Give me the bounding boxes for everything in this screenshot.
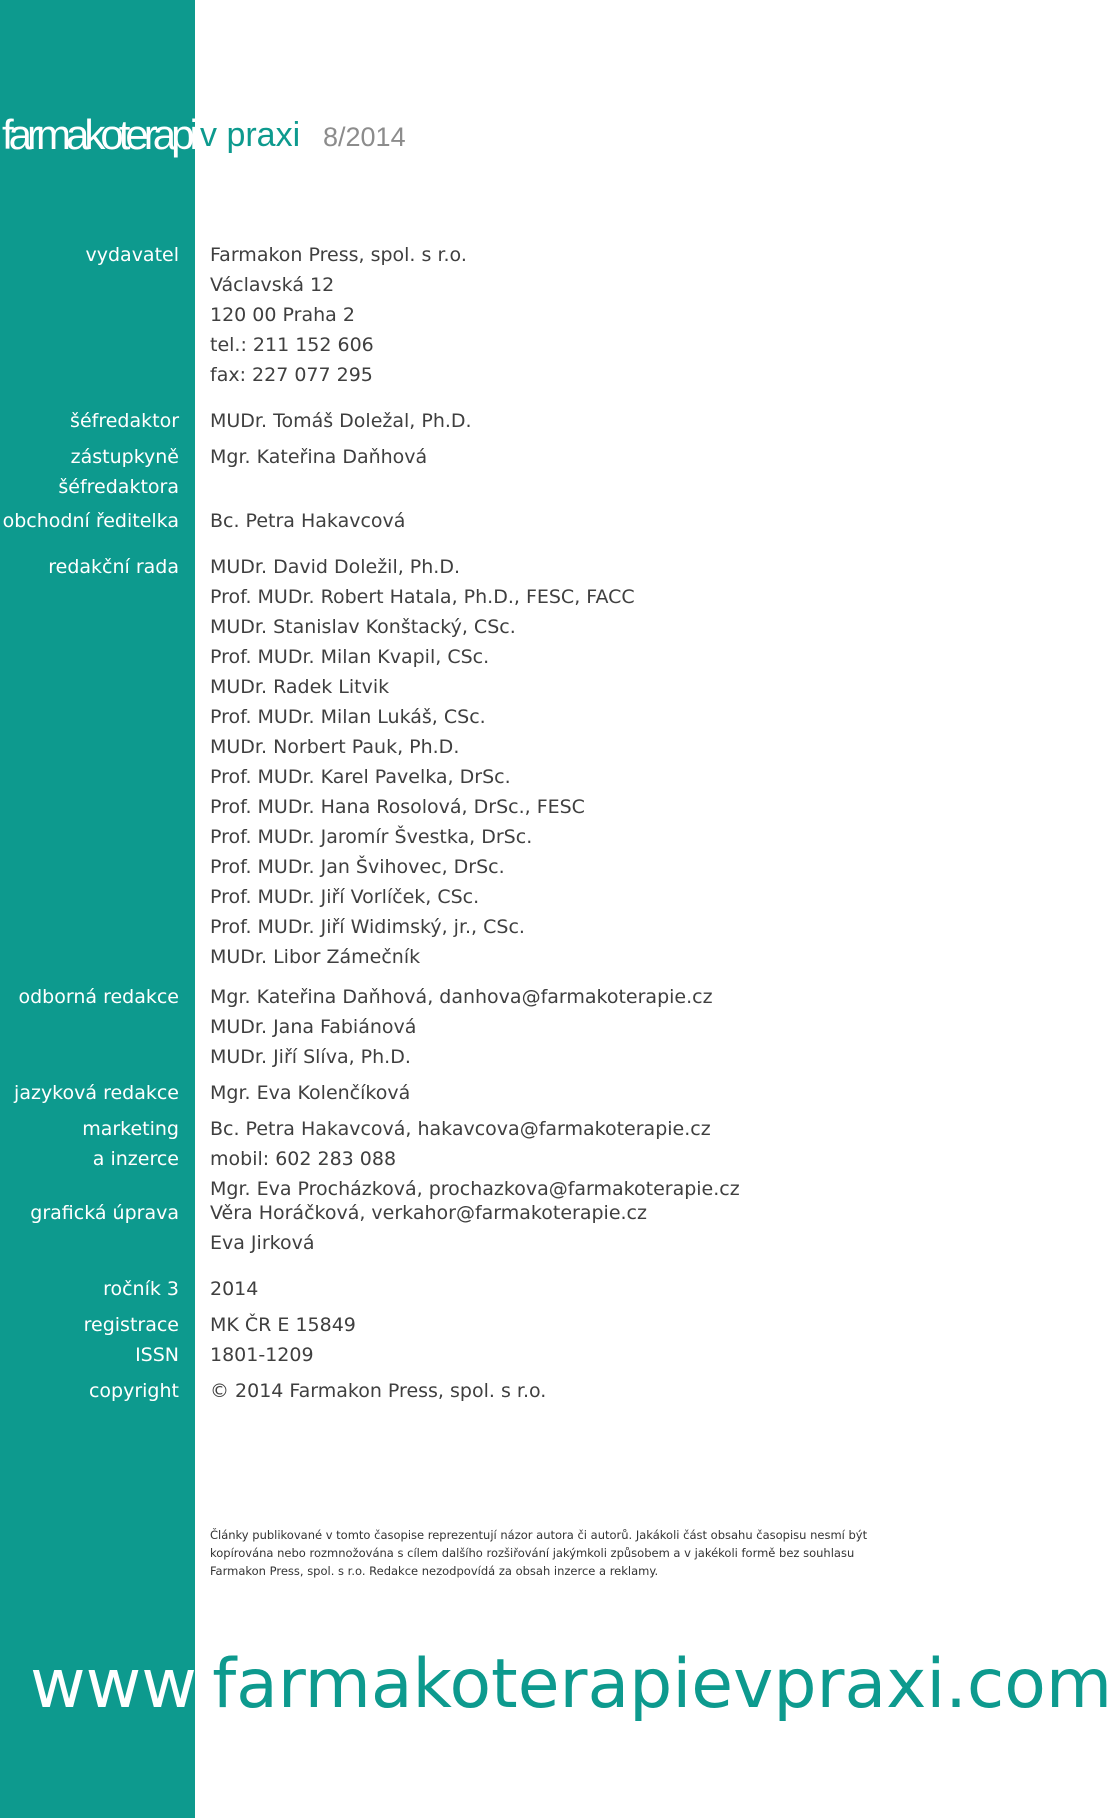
imprint-label xyxy=(84,1310,179,1370)
issue-number: 8/2014 xyxy=(323,122,406,152)
imprint-label-line: šéfredaktor xyxy=(70,410,179,432)
imprint-value-line: MUDr. Libor Zámečník xyxy=(210,946,421,968)
imprint-label xyxy=(82,1114,179,1174)
imprint-label xyxy=(89,1376,179,1406)
imprint-label xyxy=(58,442,179,502)
imprint-label-line: marketing xyxy=(82,1118,179,1140)
imprint-label-line: obchodní ředitelka xyxy=(2,510,179,532)
imprint-label xyxy=(3,506,179,536)
imprint-value-line: Prof. MUDr. Jaromír Švestka, DrSc. xyxy=(210,826,533,848)
imprint-label-line: ročník 3 xyxy=(103,1278,179,1300)
imprint-value xyxy=(210,1376,546,1406)
imprint-value-line: MUDr. Jiří Slíva, Ph.D. xyxy=(210,1046,411,1068)
imprint-value xyxy=(210,442,427,472)
imprint-label xyxy=(19,982,180,1012)
imprint-label-line: ISSN xyxy=(135,1344,179,1366)
imprint-value-line: MUDr. Stanislav Konštacký, CSc. xyxy=(210,616,516,638)
imprint-value xyxy=(210,240,467,390)
imprint-value-line: MUDr. Tomáš Doležal, Ph.D. xyxy=(210,410,472,432)
imprint-value xyxy=(210,1114,740,1204)
imprint-value-line: tel.: 211 152 606 xyxy=(210,334,374,356)
imprint-value-line: Mgr. Kateřina Daňhová xyxy=(210,446,428,468)
imprint-value-line: Prof. MUDr. Robert Hatala, Ph.D., FESC, FACC xyxy=(210,586,635,608)
imprint-value-line: mobil: 602 283 088 xyxy=(210,1148,397,1170)
imprint-value xyxy=(210,1310,356,1370)
disclaimer-text: Články publikované v tomto časopise reprezentují názor autora či autorů. Jakákoli část obsahu časopisu nesmí být kopírována nebo rozmnožována s cílem dalšího rozšiřování jakýmkoli způsobem a v jakékoli formě bez souhlasu Farmakon Press, spol. s r.o. Redakce nezodpovídá za obsah inzerce a reklamy. xyxy=(210,1528,868,1578)
imprint-label-line: a inzerce xyxy=(92,1148,179,1170)
imprint-value-line: MUDr. Radek Litvik xyxy=(210,676,390,698)
imprint-value-line: Prof. MUDr. Milan Kvapil, CSc. xyxy=(210,646,490,668)
imprint-value-line: Prof. MUDr. Karel Pavelka, DrSc. xyxy=(210,766,511,788)
imprint-value xyxy=(210,552,635,972)
imprint-value-line: 1801-1209 xyxy=(210,1344,314,1366)
imprint-value-line: 120 00 Praha 2 xyxy=(210,304,355,326)
imprint-value-line: Prof. MUDr. Jan Švihovec, DrSc. xyxy=(210,856,505,878)
imprint-value-line: Václavská 12 xyxy=(210,274,335,296)
imprint-label-line: registrace xyxy=(83,1314,179,1336)
imprint-label xyxy=(70,406,179,436)
imprint-value-line: Farmakon Press, spol. s r.o. xyxy=(210,244,467,266)
imprint-label-line: grafická úprava xyxy=(30,1202,179,1224)
imprint-value xyxy=(210,406,472,436)
imprint-label-line: jazyková redakce xyxy=(14,1082,179,1104)
imprint-label-line: šéfredaktora xyxy=(58,476,179,498)
imprint-label-line: vydavatel xyxy=(85,244,179,266)
imprint-label-line: redakční rada xyxy=(48,556,179,578)
imprint-value-line: Věra Horáčková, verkahor@farmakoterapie.cz xyxy=(210,1202,647,1224)
brand-subtitle: v praxi xyxy=(200,116,301,154)
imprint-value-line: Eva Jirková xyxy=(210,1232,315,1254)
imprint-label-line: odborná redakce xyxy=(18,986,179,1008)
imprint-label xyxy=(103,1274,179,1304)
website-domain: farmakoterapievpraxi.com xyxy=(212,1645,1112,1724)
imprint-value-line: Bc. Petra Hakavcová xyxy=(210,510,406,532)
imprint-value xyxy=(210,1198,647,1258)
brand-logo: farmakoterapie xyxy=(2,111,213,158)
imprint-value-line: MUDr. Norbert Pauk, Ph.D. xyxy=(210,736,460,758)
imprint-label-line: copyright xyxy=(88,1380,179,1402)
imprint-value-line: Mgr. Eva Kolenčíková xyxy=(210,1082,411,1104)
imprint-value-line: MUDr. Jana Fabiánová xyxy=(210,1016,417,1038)
imprint-value-line: fax: 227 077 295 xyxy=(210,364,373,386)
imprint-value-line: MK ČR E 15849 xyxy=(210,1314,356,1336)
teal-sidebar xyxy=(0,0,195,1818)
imprint-label xyxy=(14,1078,179,1108)
imprint-value xyxy=(210,506,405,536)
imprint-label-line: zástupkyně xyxy=(70,446,179,468)
imprint-value xyxy=(210,982,713,1072)
website-prefix: www. xyxy=(30,1645,213,1724)
imprint-label xyxy=(48,552,179,582)
imprint-label xyxy=(30,1198,179,1228)
imprint-label xyxy=(86,240,180,270)
imprint-value xyxy=(210,1078,410,1108)
imprint-value-line: Mgr. Eva Procházková, prochazkova@farmakoterapie.cz xyxy=(210,1178,740,1200)
website-url[interactable] xyxy=(30,1640,1112,1730)
imprint-value-line: 2014 xyxy=(210,1278,259,1300)
imprint-value xyxy=(210,1274,258,1304)
imprint-value-line: MUDr. David Doležil, Ph.D. xyxy=(210,556,461,578)
imprint-value-line: Prof. MUDr. Jiří Widimský, jr., CSc. xyxy=(210,916,525,938)
imprint-value-line: Mgr. Kateřina Daňhová, danhova@farmakoterapie.cz xyxy=(210,986,713,1008)
imprint-value-line: Bc. Petra Hakavcová, hakavcova@farmakoterapie.cz xyxy=(210,1118,711,1140)
imprint-value-line: Prof. MUDr. Milan Lukáš, CSc. xyxy=(210,706,486,728)
imprint-value-line: Prof. MUDr. Jiří Vorlíček, CSc. xyxy=(210,886,480,908)
imprint-value-line: © 2014 Farmakon Press, spol. s r.o. xyxy=(210,1380,547,1402)
imprint-value-line: Prof. MUDr. Hana Rosolová, DrSc., FESC xyxy=(210,796,585,818)
